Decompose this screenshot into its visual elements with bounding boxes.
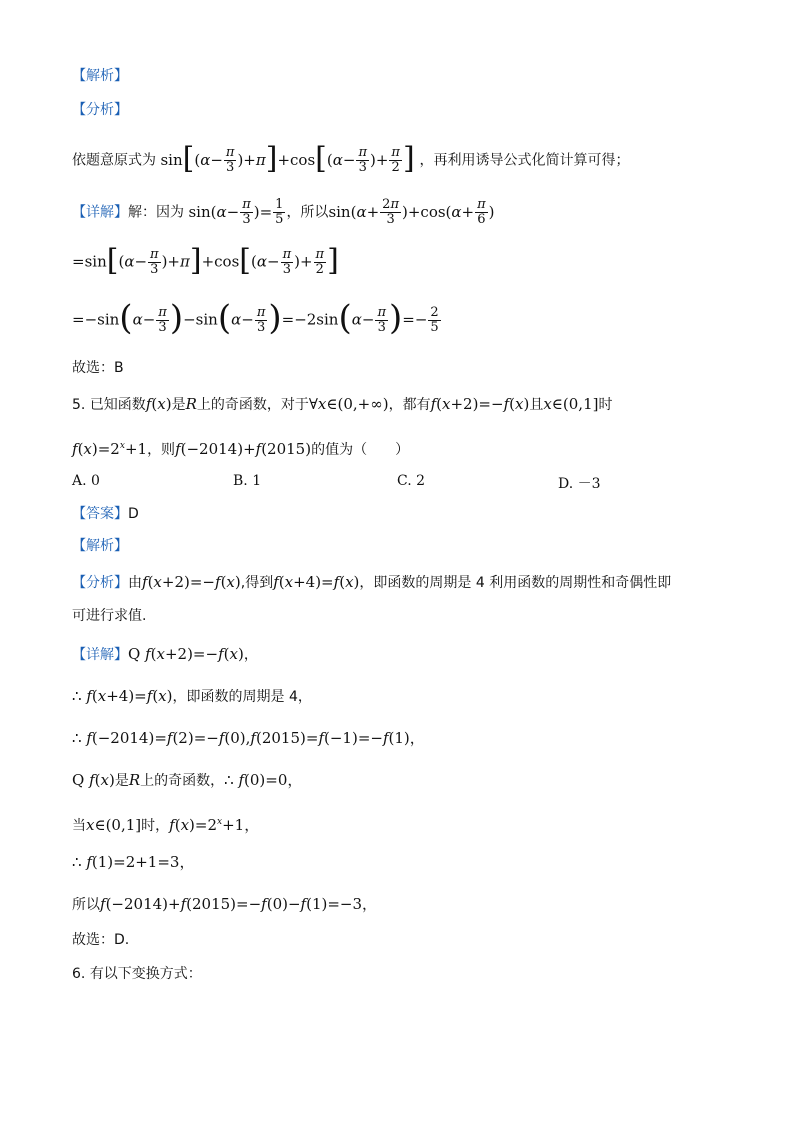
section-fenxi: 【分析】: [72, 102, 128, 118]
q5-stem-text: ，则: [147, 442, 176, 458]
detail-text: ，: [243, 647, 258, 663]
formula: Q f(x+2)=−f(x): [128, 645, 244, 663]
formula: sin[(α− $\frac{\pi}{3}$ )+π]+cos[(α− $\frac{\pi}{3}$ )+ $\frac{\pi}{2}$ ]: [160, 140, 415, 176]
formula: x∈(0,1]: [86, 816, 142, 834]
analysis-line: [72, 140, 630, 176]
q5-stem-text: 的值为（ ）: [311, 442, 410, 458]
analysis-prefix: 依题意原式为: [72, 152, 156, 169]
q5-stem-text: 且: [529, 397, 544, 413]
answer-value: D: [128, 506, 139, 522]
q5-option-b: [233, 473, 261, 489]
q5-stem-text: 是: [171, 397, 186, 413]
q5-stem-text: 上的奇函数，对于: [196, 397, 309, 413]
formula: ∀x∈(0,+∞): [308, 395, 389, 413]
q6-stem-text: 有以下变换方式：: [89, 966, 202, 982]
formula-step-2: =−sin(α− $\frac{\pi}{3}$ )−sin(α− $\frac{\pi}{3}$ )=−2sin(α− $\frac{\pi}{3}$ )=− $\frac{2}{5}$: [72, 297, 439, 338]
formula: ∴ f(0)=0，: [224, 771, 303, 789]
formula: $f(x)=2^x+1$，: [169, 816, 260, 834]
formula: f(−2014)+f(2015)=−f(0)−f(1)=−3，: [100, 895, 378, 913]
section-jiexi: 【解析】: [72, 68, 128, 84]
option-label: D.: [558, 476, 574, 492]
q5-option-d: [558, 473, 601, 493]
q6-number: 6.: [72, 966, 86, 982]
choose-b: 故选：B: [72, 360, 124, 376]
q5-stem-line1: [72, 394, 612, 415]
q5-detail-4: [72, 770, 302, 791]
q5-detail-3: ∴ f(−2014)=f(2)=−f(0),f(2015)=f(−1)=−f(1)，: [72, 729, 425, 747]
analysis-text: ,得到: [240, 575, 274, 591]
detail-text: 时，: [141, 818, 170, 834]
formula-step-1: =sin[(α− $\frac{\pi}{3}$ )+π]+cos[(α− $\frac{\pi}{3}$ )+ $\frac{\pi}{2}$ ]: [72, 242, 339, 278]
formula: R: [185, 395, 197, 413]
formula: $f(x)=2^x+1$: [72, 440, 148, 458]
q5-answer: [72, 504, 139, 524]
section-xiangjie-2: 【详解】: [72, 647, 128, 663]
analysis-text: ，即函数的周期是 4 利用函数的周期性和奇偶性即: [359, 575, 672, 591]
q5-detail-1: [72, 644, 258, 665]
formula: ∴ f(x+4)=f(x): [72, 687, 173, 705]
q5-detail-5: [72, 812, 259, 836]
detail-text: 所以: [72, 897, 100, 913]
formula: f(x+2)=−f(x): [142, 573, 241, 591]
q5-option-a: [72, 473, 100, 489]
analysis-suffix: ，再利用诱导公式化简计算可得；: [419, 152, 630, 169]
q5-options: [72, 473, 732, 493]
detail-intro: 解：因为: [128, 204, 184, 221]
formula: f(x+4)=f(x): [273, 573, 360, 591]
q6-stem: [72, 964, 202, 984]
option-value: 0: [91, 473, 100, 489]
q5-stem-text: ，都有: [388, 397, 431, 413]
q5-detail-6: ∴ f(1)=2+1=3，: [72, 853, 195, 871]
q5-stem-line2: [72, 436, 409, 460]
option-value: 2: [416, 473, 426, 489]
section-fenxi-2: 【分析】: [72, 575, 128, 591]
option-label: B.: [233, 473, 248, 489]
detail-text: 上的奇函数，: [140, 773, 225, 789]
option-label: A.: [72, 473, 87, 489]
q5-analysis-line1: [72, 572, 671, 593]
option-label: C.: [397, 473, 412, 489]
formula: R: [128, 771, 141, 789]
q5-option-c: [397, 473, 425, 489]
detail-mid: ，所以: [286, 204, 329, 221]
q5-number: 5.: [72, 397, 86, 413]
q5-analysis-line2: 可进行求值.: [72, 608, 147, 624]
formula: f(x): [145, 395, 172, 413]
formula: sin(α− $\frac{\pi}{3}$ )= $\frac{1}{5}$: [188, 197, 284, 227]
formula: f(x+2)=−f(x): [430, 395, 530, 413]
formula: f(−2014)+f(2015): [175, 440, 312, 458]
choose-d: 故选：D.: [72, 932, 130, 948]
q5-stem-text: 时: [598, 397, 613, 413]
section-daan: 【答案】: [72, 506, 128, 522]
q5-stem-text: 已知函数: [89, 397, 146, 413]
detail-text: ，即函数的周期是 4，: [172, 689, 312, 705]
q5-detail-2: [72, 686, 312, 707]
detail-text: 当: [72, 818, 86, 834]
formula: sin(α+ $\frac{2\pi}{3}$ )+cos(α+ $\frac{\pi}{6}$ ): [328, 197, 495, 227]
section-jiexi-2: 【解析】: [72, 538, 128, 554]
section-xiangjie: 【详解】: [72, 204, 128, 221]
q5-detail-7: [72, 894, 377, 915]
detail-text: 是: [114, 773, 129, 789]
detail-line: [72, 198, 495, 227]
option-value: －3: [577, 476, 601, 492]
formula: Q f(x): [72, 771, 115, 789]
formula: x∈(0,1]: [543, 395, 599, 413]
option-value: 1: [252, 473, 262, 489]
analysis-text: 由: [128, 575, 142, 591]
